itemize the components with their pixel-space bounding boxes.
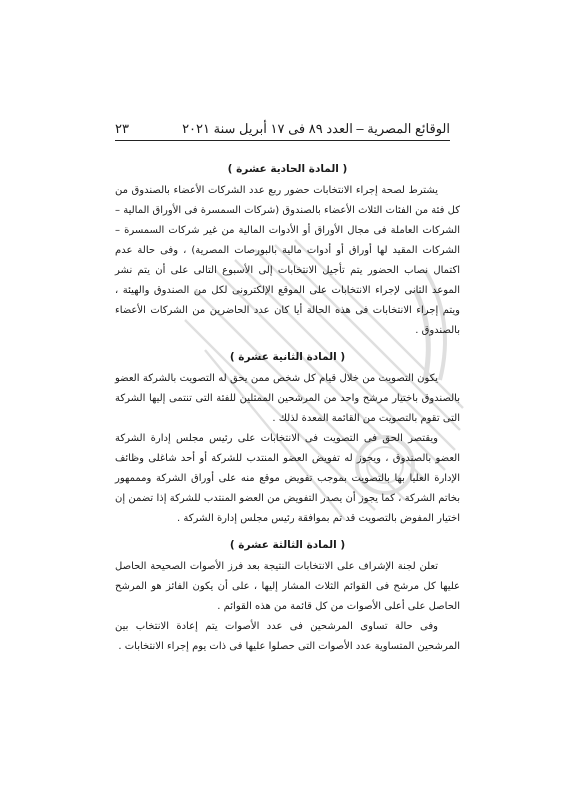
article-12-paragraph-2: ويقتصر الحق فى التصويت فى الانتخابات على رئيس مجلس إدارة الشركة العضو بالصندوق ، ويجوز له تفويض العضو المنتدب للشركة أو أحد شاغلى وظائف الإدارة العليا بها بالتصويت بموجب تفويض موقع منه على أوراق الشركة ومممهور بخاتم الشركة ، كما يجوز أن يصدر التفويض من العضو المنتدب للشركة إذا تضمن إن اختيار المفوض بالتصويت قد تم بموافقة رئيس مجلس إدارة الشركة .	[115, 433, 460, 524]
page-header	[115, 121, 450, 137]
page-number: ٢٣	[115, 121, 129, 136]
article-12-heading: ( المادة الثانية عشرة )	[229, 351, 346, 363]
article-12-paragraph-1: يكون التصويت من خلال قيام كل شخص ممن يحق له التصويت بالشركة العضو بالصندوق باختيار مرشح واحد من المرشحين الممثلين للفئة التى تنتمى إليها الشركة التى تقوم بالتصويت من القائمة المعدة لذلك .	[115, 373, 460, 424]
article-13-paragraph-1: تعلن لجنة الإشراف على الانتخابات النتيجة بعد فرز الأصوات الصحيحة الحاصل عليها كل مرشح فى القوائم الثلاث المشار إليها ، على أن يكون الفائز هو المرشح الحاصل على أعلى الأصوات من كل قائمة من هذه القوائم .	[115, 561, 460, 612]
gazette-title: الوقائع المصرية – العدد ٨٩ فى ١٧ أبريل سنة ٢٠٢١	[182, 121, 450, 136]
document-body	[115, 158, 460, 657]
article-13-paragraph-2: وفى حالة تساوى المرشحين فى عدد الأصوات يتم إعادة الانتخاب بين المرشحين المتساوية عدد الأصوات التى حصلوا عليها فى ذات يوم إجراء الانتخابات .	[115, 621, 460, 652]
article-13-heading: ( المادة الثالثة عشرة )	[229, 539, 346, 551]
article-11-paragraph-1: يشترط لصحة إجراء الانتخابات حضور ربع عدد الشركات الأعضاء بالصندوق من كل فئة من الفئات الثلاث الأعضاء بالصندوق (شركات السمسرة فى الأوراق المالية – الشركات العاملة فى مجال الأوراق أو الأدوات المالية من غير شركات السمسرة – الشركات المقيد لها أوراق أو أدوات مالية بالبورصات المصرية) ، وفى حالة عدم اكتمال نصاب الحضور يتم تأجيل الانتخابات إلى الأسبوع التالى على أن يتم نشر الموعد الثانى لإجراء الانتخابات على الموقع الإلكترونى لكل من الصندوق والهيئة ، ويتم إجراء الانتخابات فى هذه الحالة أيا كان عدد الحاضرين من الشركات الأعضاء بالصندوق .	[115, 185, 460, 336]
article-11-heading: ( المادة الحادية عشرة )	[227, 163, 348, 175]
header-divider	[115, 140, 450, 141]
